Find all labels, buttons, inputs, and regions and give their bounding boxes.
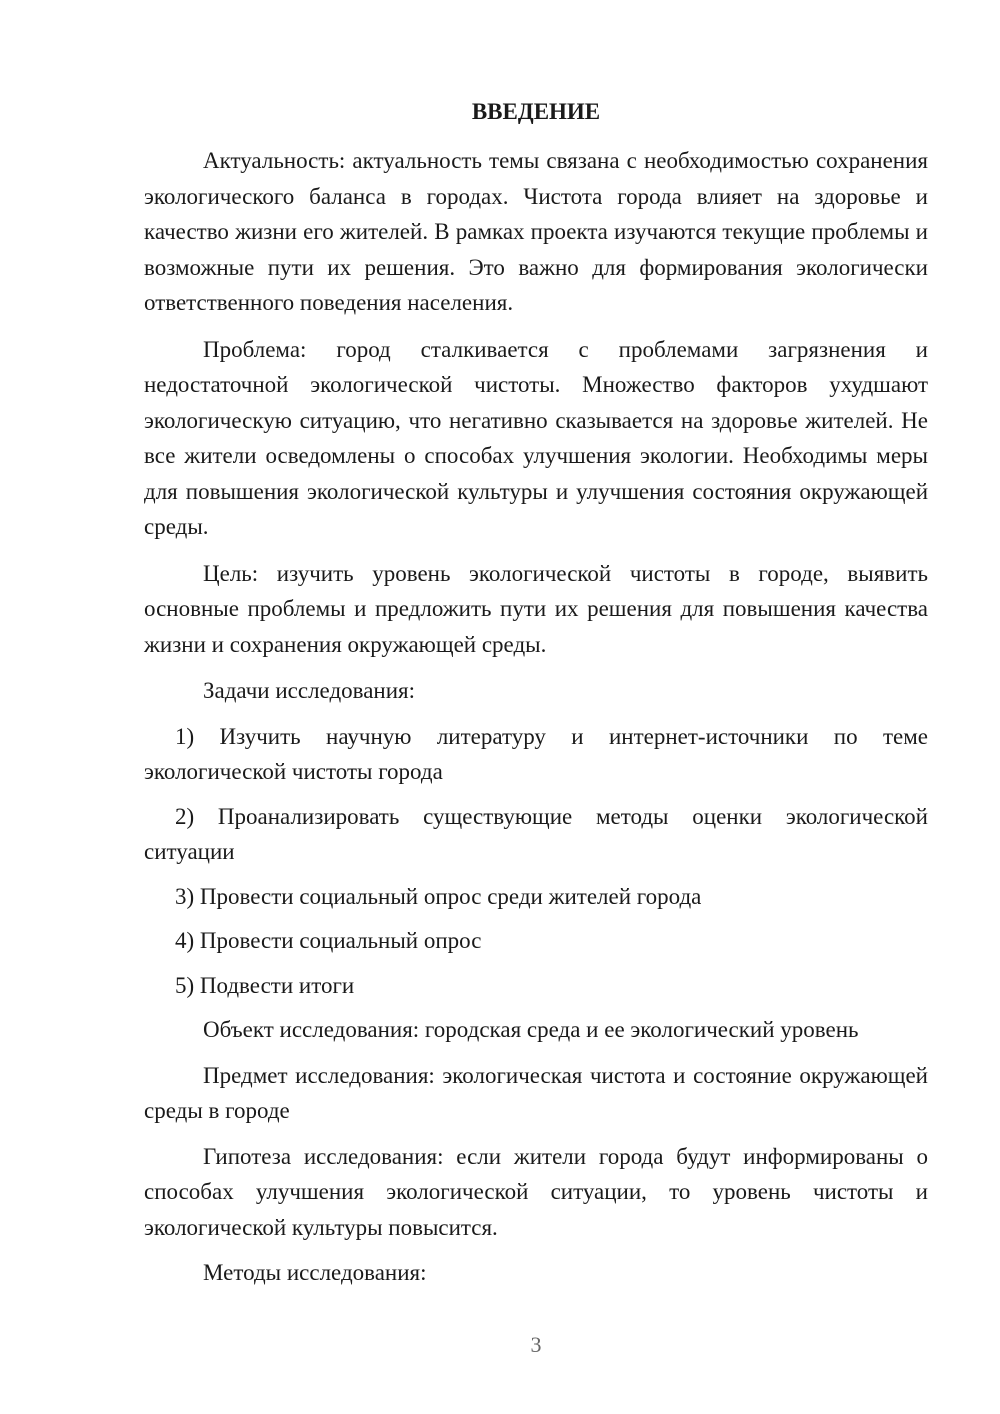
page-content [144,94,928,1301]
task-item: 5) Подвести итоги [175,972,355,998]
task-item: 2) Проанализировать существующие методы оценки экологической ситуации [144,803,928,864]
task-item: 4) Провести социальный опрос [175,928,482,953]
goal-paragraph: Цель: изучить уровень экологической чистоты в городе, выявить основные проблемы и предложить пути их решения для повышения качества жизни и сохранения окружающей среды. [144,560,928,657]
object-paragraph: Объект исследования: городская среда и ее экологический уровень [203,1017,859,1042]
section-title: ВВЕДЕНИЕ [471,99,601,124]
hypothesis-paragraph: Гипотеза исследования: если жители города будут информированы о способах улучшения экологической ситуации, то уровень чистоты и экологической культуры повысится. [144,1143,928,1240]
task-item: 3) Провести социальный опрос среди жителей города [175,883,702,909]
page-number: 3 [530,1332,542,1357]
tasks-heading: Задачи исследования: [203,678,416,703]
relevance-paragraph: Актуальность: актуальность темы связана с необходимостью сохранения экологического баланса в городах. Чистота города влияет на здоровье и качество жизни его жителей. В рамках проекта изучаются текущие проблемы и возможные пути их решения. Это важно для формирования экологически ответственного поведения населения. [144,148,928,315]
subject-paragraph: Предмет исследования: экологическая чистота и состояние окружающей среды в городе [144,1062,928,1123]
problem-paragraph: Проблема: город сталкивается с проблемами загрязнения и недостаточной экологической чистоты. Множество факторов ухудшают экологическую ситуацию, что негативно сказывается на здоровье жителей. Не все жители осведомлены о способах улучшения экологии. Необходимы меры для повышения экологической культуры и улучшения состояния окружающей среды. [144,336,928,539]
methods-heading: Методы исследования: [203,1260,427,1285]
task-item: 1) Изучить научную литературу и интернет-источники по теме экологической чистоты города [144,723,928,784]
